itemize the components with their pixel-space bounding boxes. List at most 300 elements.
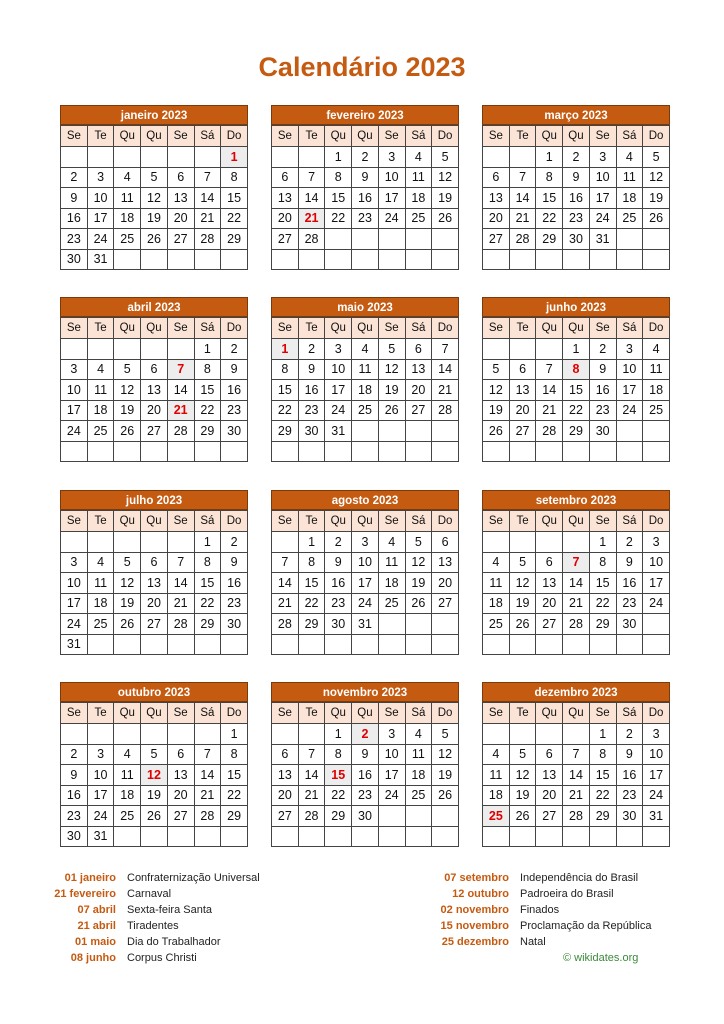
day-cell: 28 xyxy=(563,614,590,635)
month-title: março 2023 xyxy=(482,105,670,125)
month-table xyxy=(60,125,248,270)
week-row xyxy=(483,593,670,614)
week-row xyxy=(61,532,248,553)
weekday-header-row xyxy=(272,318,459,339)
empty-cell xyxy=(298,634,325,655)
holiday-date: 12 outubro xyxy=(452,888,509,900)
day-cell: 26 xyxy=(509,806,536,827)
day-cell: 31 xyxy=(352,614,379,635)
empty-cell xyxy=(272,826,299,847)
day-cell: 6 xyxy=(432,532,459,553)
day-cell: 1 xyxy=(589,532,616,553)
month-table xyxy=(271,702,459,847)
day-cell: 19 xyxy=(509,785,536,806)
day-cell: 6 xyxy=(536,552,563,573)
day-cell: 18 xyxy=(483,593,510,614)
day-cell: 25 xyxy=(405,785,432,806)
weekday-header-row xyxy=(272,511,459,532)
empty-cell xyxy=(352,421,379,442)
day-cell: 5 xyxy=(114,359,141,380)
weekday-header-row xyxy=(483,318,670,339)
day-cell: 14 xyxy=(298,188,325,209)
weekday-label: Se xyxy=(167,126,194,147)
empty-cell xyxy=(432,249,459,270)
week-row xyxy=(61,593,248,614)
weekday-label: Qu xyxy=(325,511,352,532)
day-cell: 10 xyxy=(378,167,405,188)
weekday-label: Qu xyxy=(536,318,563,339)
weekday-label: Qu xyxy=(114,703,141,724)
weekday-label: Sá xyxy=(405,318,432,339)
day-cell: 23 xyxy=(221,593,248,614)
empty-cell xyxy=(509,532,536,553)
day-cell: 7 xyxy=(194,744,221,765)
day-cell: 25 xyxy=(87,421,114,442)
weekday-label: Qu xyxy=(563,703,590,724)
holiday-date: 21 fevereiro xyxy=(54,888,116,900)
month-title: setembro 2023 xyxy=(482,490,670,510)
empty-cell xyxy=(483,724,510,745)
weekday-label: Qu xyxy=(563,126,590,147)
day-cell: 11 xyxy=(616,167,643,188)
day-cell: 15 xyxy=(221,765,248,786)
day-cell: 6 xyxy=(483,167,510,188)
empty-cell xyxy=(272,147,299,168)
weekday-label: Sá xyxy=(405,511,432,532)
empty-cell xyxy=(114,147,141,168)
empty-cell xyxy=(563,826,590,847)
day-cell: 27 xyxy=(405,400,432,421)
weekday-label: Sá xyxy=(405,126,432,147)
day-cell: 17 xyxy=(352,573,379,594)
empty-cell xyxy=(325,441,352,462)
day-cell: 14 xyxy=(272,573,299,594)
empty-cell xyxy=(194,147,221,168)
month-8 xyxy=(482,490,670,655)
day-cell: 1 xyxy=(563,339,590,360)
weekday-label: Se xyxy=(272,511,299,532)
day-cell: 9 xyxy=(616,744,643,765)
day-cell: 29 xyxy=(194,614,221,635)
day-cell: 30 xyxy=(589,421,616,442)
empty-cell xyxy=(536,724,563,745)
empty-cell xyxy=(298,724,325,745)
week-row xyxy=(272,167,459,188)
holiday-date: 08 junho xyxy=(70,952,116,964)
month-title: maio 2023 xyxy=(271,297,459,317)
empty-cell xyxy=(272,249,299,270)
day-cell: 12 xyxy=(114,380,141,401)
empty-cell xyxy=(589,249,616,270)
month-table xyxy=(60,510,248,655)
empty-cell xyxy=(87,634,114,655)
day-cell: 6 xyxy=(272,167,299,188)
day-cell: 29 xyxy=(589,806,616,827)
weekday-label: Qu xyxy=(352,318,379,339)
empty-cell xyxy=(114,532,141,553)
day-cell: 3 xyxy=(61,359,88,380)
day-cell: 14 xyxy=(563,765,590,786)
empty-cell xyxy=(352,249,379,270)
day-cell: 12 xyxy=(432,744,459,765)
day-cell: 3 xyxy=(589,147,616,168)
holiday-item xyxy=(403,902,651,918)
weekday-label: Sá xyxy=(194,318,221,339)
day-cell: 17 xyxy=(589,188,616,209)
day-cell: 1 xyxy=(194,532,221,553)
holiday-day-cell: 7 xyxy=(563,552,590,573)
day-cell: 23 xyxy=(352,785,379,806)
weekday-label: Te xyxy=(298,511,325,532)
weekday-label: Te xyxy=(87,511,114,532)
week-row xyxy=(483,634,670,655)
day-cell: 4 xyxy=(483,744,510,765)
empty-cell xyxy=(563,441,590,462)
weekday-label: Sá xyxy=(616,318,643,339)
weekday-header-row xyxy=(483,511,670,532)
week-row xyxy=(61,441,248,462)
day-cell: 8 xyxy=(325,167,352,188)
weekday-label: Qu xyxy=(352,511,379,532)
empty-cell xyxy=(432,229,459,250)
month-5 xyxy=(482,297,670,462)
day-cell: 4 xyxy=(616,147,643,168)
day-cell: 4 xyxy=(378,532,405,553)
empty-cell xyxy=(352,229,379,250)
empty-cell xyxy=(114,249,141,270)
day-cell: 31 xyxy=(643,806,670,827)
week-row xyxy=(483,806,670,827)
day-cell: 27 xyxy=(432,593,459,614)
week-row xyxy=(272,826,459,847)
day-cell: 1 xyxy=(298,532,325,553)
empty-cell xyxy=(405,421,432,442)
day-cell: 21 xyxy=(536,400,563,421)
empty-cell xyxy=(298,826,325,847)
day-cell: 8 xyxy=(272,359,299,380)
day-cell: 25 xyxy=(405,208,432,229)
day-cell: 19 xyxy=(141,208,168,229)
empty-cell xyxy=(483,532,510,553)
empty-cell xyxy=(509,724,536,745)
empty-cell xyxy=(643,634,670,655)
day-cell: 21 xyxy=(194,208,221,229)
day-cell: 30 xyxy=(298,421,325,442)
day-cell: 2 xyxy=(563,147,590,168)
month-table xyxy=(60,702,248,847)
day-cell: 7 xyxy=(298,744,325,765)
day-cell: 19 xyxy=(483,400,510,421)
empty-cell xyxy=(352,826,379,847)
day-cell: 19 xyxy=(114,593,141,614)
day-cell: 26 xyxy=(378,400,405,421)
holiday-date: 01 maio xyxy=(75,936,116,948)
week-row xyxy=(61,421,248,442)
day-cell: 3 xyxy=(352,532,379,553)
weekday-label: Do xyxy=(221,703,248,724)
empty-cell xyxy=(61,339,88,360)
empty-cell xyxy=(167,826,194,847)
week-row xyxy=(483,573,670,594)
day-cell: 7 xyxy=(536,359,563,380)
weekday-label: Qu xyxy=(141,126,168,147)
day-cell: 11 xyxy=(114,765,141,786)
day-cell: 6 xyxy=(405,339,432,360)
empty-cell xyxy=(87,724,114,745)
day-cell: 27 xyxy=(272,806,299,827)
empty-cell xyxy=(194,826,221,847)
day-cell: 10 xyxy=(61,573,88,594)
holiday-name: Finados xyxy=(520,904,560,916)
month-table xyxy=(482,702,670,847)
week-row xyxy=(61,147,248,168)
credit-link[interactable]: © wikidates.org xyxy=(563,952,639,964)
empty-cell xyxy=(483,249,510,270)
holiday-day-cell: 12 xyxy=(141,765,168,786)
day-cell: 28 xyxy=(563,806,590,827)
day-cell: 6 xyxy=(167,744,194,765)
day-cell: 15 xyxy=(298,573,325,594)
day-cell: 24 xyxy=(352,593,379,614)
empty-cell xyxy=(432,634,459,655)
day-cell: 18 xyxy=(405,765,432,786)
month-title: fevereiro 2023 xyxy=(271,105,459,125)
day-cell: 21 xyxy=(298,785,325,806)
week-row xyxy=(272,421,459,442)
empty-cell xyxy=(167,147,194,168)
day-cell: 29 xyxy=(221,229,248,250)
week-row xyxy=(272,785,459,806)
empty-cell xyxy=(325,229,352,250)
day-cell: 27 xyxy=(509,421,536,442)
month-title: outubro 2023 xyxy=(60,682,248,702)
weekday-label: Se xyxy=(272,126,299,147)
weekday-header-row xyxy=(483,703,670,724)
day-cell: 15 xyxy=(221,188,248,209)
day-cell: 27 xyxy=(141,421,168,442)
day-cell: 20 xyxy=(432,573,459,594)
day-cell: 11 xyxy=(405,744,432,765)
week-row xyxy=(272,229,459,250)
weekday-label: Sá xyxy=(194,703,221,724)
weekday-label: Do xyxy=(643,511,670,532)
day-cell: 2 xyxy=(616,532,643,553)
empty-cell xyxy=(87,532,114,553)
week-row xyxy=(61,785,248,806)
day-cell: 24 xyxy=(87,806,114,827)
month-3 xyxy=(60,297,248,462)
empty-cell xyxy=(141,532,168,553)
holiday-name: Dia do Trabalhador xyxy=(127,936,221,948)
month-9 xyxy=(60,682,248,847)
month-table xyxy=(271,125,459,270)
empty-cell xyxy=(405,229,432,250)
weekday-label: Se xyxy=(483,318,510,339)
week-row xyxy=(272,147,459,168)
day-cell: 12 xyxy=(643,167,670,188)
empty-cell xyxy=(298,441,325,462)
day-cell: 16 xyxy=(61,208,88,229)
holiday-date: 07 abril xyxy=(77,904,116,916)
day-cell: 19 xyxy=(432,765,459,786)
week-row xyxy=(272,532,459,553)
weekday-label: Do xyxy=(432,126,459,147)
day-cell: 26 xyxy=(141,806,168,827)
week-row xyxy=(272,441,459,462)
day-cell: 8 xyxy=(298,552,325,573)
holiday-item xyxy=(10,886,260,902)
day-cell: 26 xyxy=(509,614,536,635)
weekday-label: Te xyxy=(509,511,536,532)
holiday-name: Carnaval xyxy=(127,888,172,900)
day-cell: 13 xyxy=(272,188,299,209)
day-cell: 8 xyxy=(194,359,221,380)
week-row xyxy=(272,744,459,765)
day-cell: 10 xyxy=(325,359,352,380)
day-cell: 4 xyxy=(114,167,141,188)
day-cell: 7 xyxy=(509,167,536,188)
week-row xyxy=(483,359,670,380)
day-cell: 17 xyxy=(643,573,670,594)
day-cell: 9 xyxy=(221,359,248,380)
day-cell: 17 xyxy=(616,380,643,401)
week-row xyxy=(272,249,459,270)
day-cell: 3 xyxy=(378,724,405,745)
empty-cell xyxy=(272,532,299,553)
empty-cell xyxy=(432,421,459,442)
day-cell: 4 xyxy=(483,552,510,573)
empty-cell xyxy=(114,724,141,745)
day-cell: 19 xyxy=(141,785,168,806)
holiday-name: Natal xyxy=(520,936,546,948)
day-cell: 19 xyxy=(643,188,670,209)
weekday-label: Qu xyxy=(536,703,563,724)
holiday-date: 02 novembro xyxy=(440,904,509,916)
day-cell: 2 xyxy=(221,339,248,360)
empty-cell xyxy=(589,634,616,655)
week-row xyxy=(272,359,459,380)
empty-cell xyxy=(589,826,616,847)
weekday-header-row xyxy=(61,511,248,532)
weekday-label: Qu xyxy=(325,703,352,724)
day-cell: 18 xyxy=(643,380,670,401)
day-cell: 26 xyxy=(141,229,168,250)
week-row xyxy=(272,724,459,745)
day-cell: 17 xyxy=(378,765,405,786)
day-cell: 23 xyxy=(221,400,248,421)
day-cell: 1 xyxy=(325,724,352,745)
day-cell: 14 xyxy=(194,188,221,209)
holiday-day-cell: 21 xyxy=(167,400,194,421)
day-cell: 28 xyxy=(536,421,563,442)
weekday-header-row xyxy=(61,126,248,147)
weekday-header-row xyxy=(61,703,248,724)
day-cell: 2 xyxy=(589,339,616,360)
empty-cell xyxy=(221,634,248,655)
empty-cell xyxy=(563,634,590,655)
day-cell: 17 xyxy=(325,380,352,401)
empty-cell xyxy=(643,614,670,635)
day-cell: 9 xyxy=(221,552,248,573)
weekday-label: Qu xyxy=(114,511,141,532)
day-cell: 10 xyxy=(87,188,114,209)
day-cell: 29 xyxy=(221,806,248,827)
week-row xyxy=(272,593,459,614)
day-cell: 15 xyxy=(272,380,299,401)
day-cell: 4 xyxy=(405,147,432,168)
weekday-label: Se xyxy=(61,126,88,147)
day-cell: 1 xyxy=(194,339,221,360)
empty-cell xyxy=(483,634,510,655)
week-row xyxy=(61,167,248,188)
empty-cell xyxy=(141,339,168,360)
week-row xyxy=(272,380,459,401)
day-cell: 11 xyxy=(405,167,432,188)
day-cell: 23 xyxy=(616,593,643,614)
empty-cell xyxy=(114,339,141,360)
day-cell: 3 xyxy=(61,552,88,573)
empty-cell xyxy=(536,532,563,553)
week-row xyxy=(61,208,248,229)
holiday-item xyxy=(10,870,260,886)
day-cell: 19 xyxy=(114,400,141,421)
holiday-name: Proclamação da República xyxy=(520,920,652,932)
empty-cell xyxy=(272,724,299,745)
holiday-name: Independência do Brasil xyxy=(520,872,639,884)
day-cell: 8 xyxy=(194,552,221,573)
day-cell: 13 xyxy=(509,380,536,401)
month-table xyxy=(271,317,459,462)
day-cell: 19 xyxy=(432,188,459,209)
empty-cell xyxy=(536,339,563,360)
day-cell: 6 xyxy=(272,744,299,765)
weekday-label: Do xyxy=(643,126,670,147)
empty-cell xyxy=(563,724,590,745)
weekday-label: Se xyxy=(483,126,510,147)
day-cell: 5 xyxy=(378,339,405,360)
holiday-item xyxy=(10,934,260,950)
holiday-name: Sexta-feira Santa xyxy=(127,904,212,916)
week-row xyxy=(483,785,670,806)
day-cell: 17 xyxy=(378,188,405,209)
empty-cell xyxy=(643,421,670,442)
weekday-label: Se xyxy=(272,703,299,724)
empty-cell xyxy=(378,229,405,250)
day-cell: 2 xyxy=(61,167,88,188)
day-cell: 28 xyxy=(298,806,325,827)
week-row xyxy=(272,208,459,229)
day-cell: 4 xyxy=(114,744,141,765)
empty-cell xyxy=(114,441,141,462)
day-cell: 30 xyxy=(616,614,643,635)
holiday-day-cell: 21 xyxy=(298,208,325,229)
empty-cell xyxy=(563,249,590,270)
day-cell: 23 xyxy=(352,208,379,229)
day-cell: 4 xyxy=(405,724,432,745)
weekday-label: Qu xyxy=(536,511,563,532)
day-cell: 20 xyxy=(141,593,168,614)
weekday-label: Qu xyxy=(141,318,168,339)
month-2 xyxy=(482,105,670,270)
empty-cell xyxy=(167,724,194,745)
day-cell: 24 xyxy=(643,593,670,614)
empty-cell xyxy=(272,441,299,462)
month-table xyxy=(482,510,670,655)
weekday-label: Se xyxy=(589,318,616,339)
week-row xyxy=(61,806,248,827)
day-cell: 23 xyxy=(325,593,352,614)
day-cell: 14 xyxy=(298,765,325,786)
